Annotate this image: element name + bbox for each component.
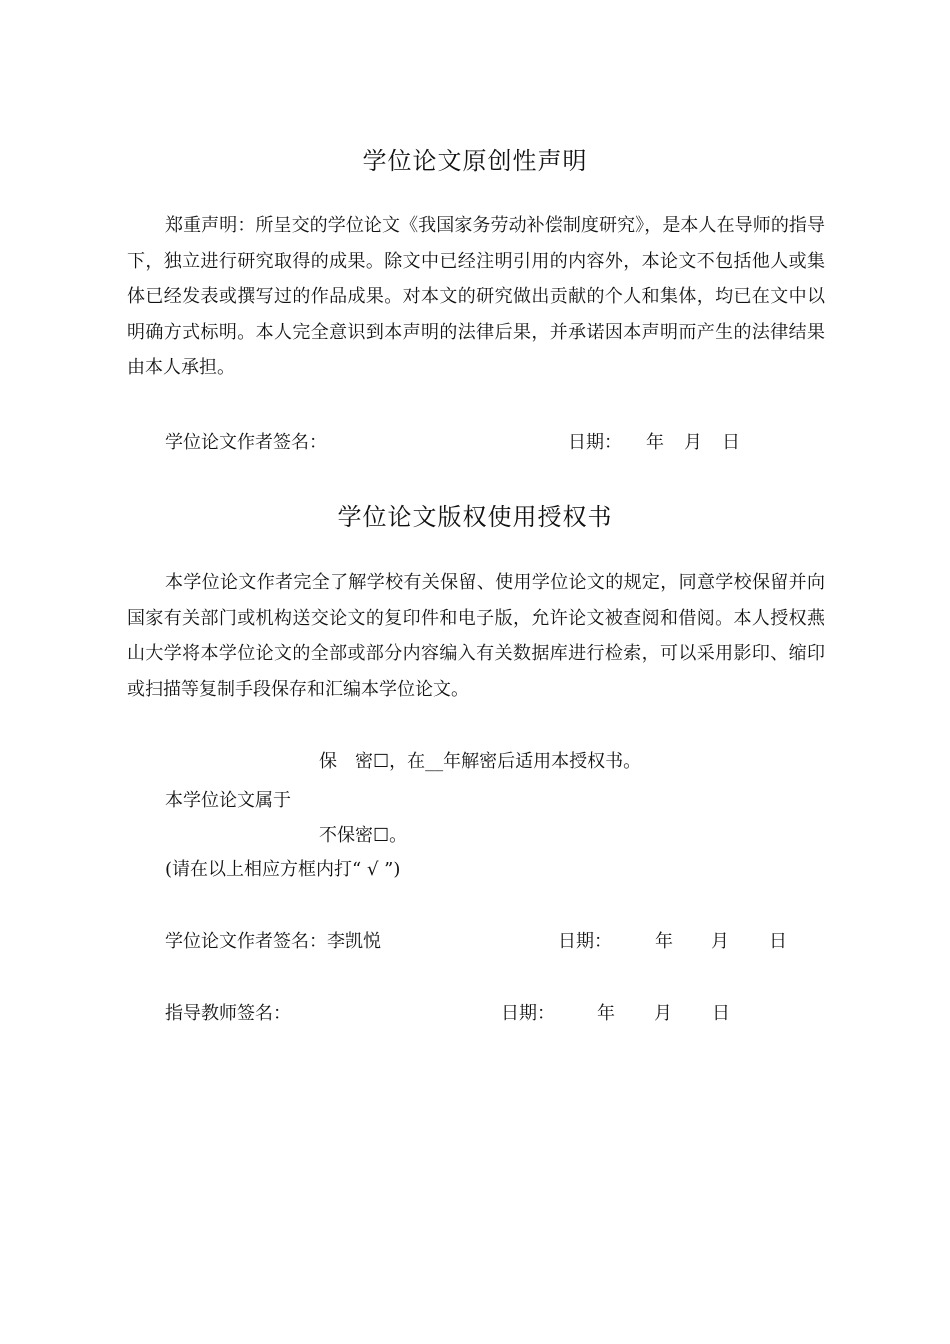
non-secret-option: 不保密☐。 [319,825,408,846]
declaration-year-label: 年 [646,432,664,453]
declaration-author-sign-label: 学位论文作者签名： [165,432,327,453]
authorization-month-label: 月 [711,931,729,952]
declaration-title: 学位论文原创性声明 [362,147,588,175]
supervisor-year-label: 年 [597,1003,615,1024]
supervisor-date-label: 日期： [501,1003,555,1024]
authorization-date-label: 日期： [558,931,612,952]
checkbox-instruction: (请在以上相应方框内打“ √ ”) [165,859,401,880]
authorization-day-label: 日 [769,931,787,952]
supervisor-month-label: 月 [654,1003,672,1024]
authorization-title: 学位论文版权使用授权书 [337,503,613,531]
declaration-day-label: 日 [722,432,740,453]
supervisor-sign-label: 指导教师签名： [165,1003,291,1024]
authorization-author-sign-label: 学位论文作者签名：李凯悦 [165,931,381,952]
declaration-body: 郑重声明：所呈交的学位论文《我国家务劳动补偿制度研究》，是本人在导师的指导下，独立进行研究取得的成果。除文中已经注明引用的内容外，本论文不包括他人或集体已经发表或撰写过的作品成果。对本文的研究做出贡献的个人和集体，均已在文中以明确方式标明。本人完全意识到本声明的法律后果，并承诺因本声明而产生的法律结果由本人承担。 [127,215,825,378]
declaration-date-label: 日期： [568,432,622,453]
supervisor-day-label: 日 [712,1003,730,1024]
authorization-year-label: 年 [655,931,673,952]
declaration-month-label: 月 [684,432,702,453]
belongs-label: 本学位论文属于 [165,790,291,811]
secret-option: 保 密☐，在__年解密后适用本授权书。 [319,751,642,772]
authorization-body: 本学位论文作者完全了解学校有关保留、使用学位论文的规定，同意学校保留并向国家有关部门或机构送交论文的复印件和电子版，允许论文被查阅和借阅。本人授权燕山大学将本学位论文的全部或部分内容编入有关数据库进行检索，可以采用影印、缩印或扫描等复制手段保存和汇编本学位论文。 [127,572,825,700]
